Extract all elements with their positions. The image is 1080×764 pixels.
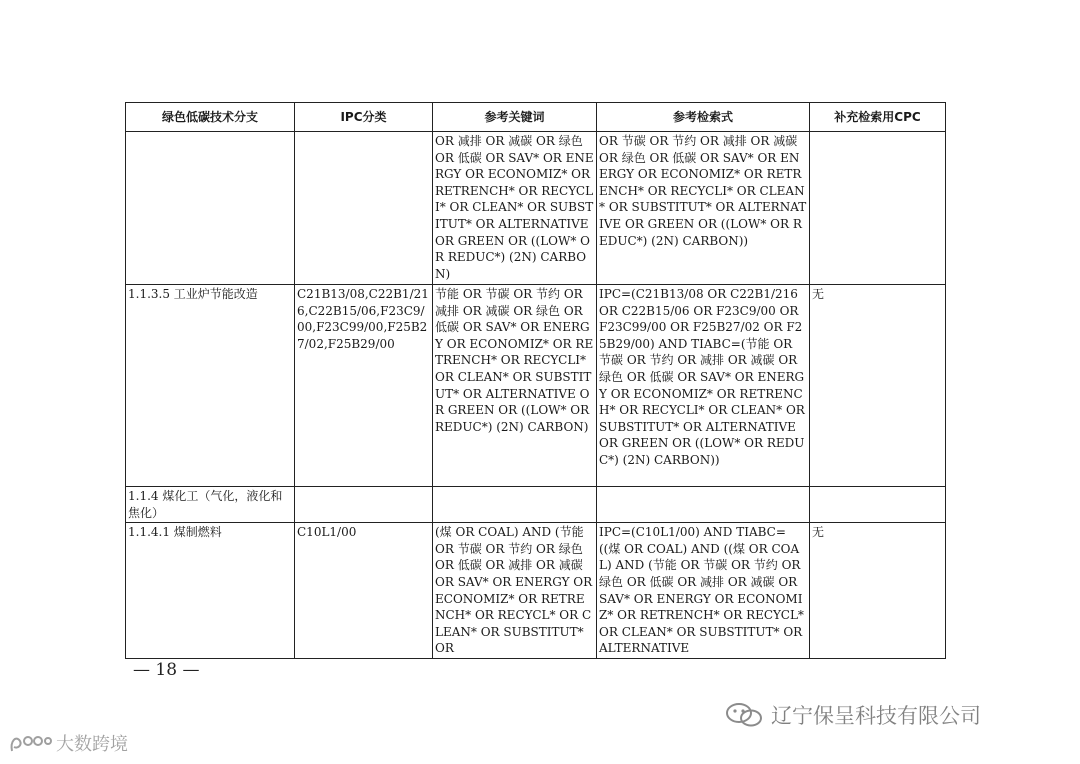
wechat-icon: [725, 701, 765, 729]
cell-ipc: [295, 132, 433, 285]
cell-cpc: [810, 487, 946, 523]
watermark-company-text: 辽宁保呈科技有限公司: [771, 704, 981, 728]
cell-query: OR 节碳 OR 节约 OR 减排 OR 减碳 OR 绿色 OR 低碳 OR SAV* OR ENERGY OR ECONOMIZ* OR RETRENCH* OR RECYCLI* OR CLEAN* OR SUBSTITUT* OR ALTERNATIVE OR GREEN OR ((LOW* OR REDUC*) (2N) CARBON)): [597, 132, 810, 285]
cell-query: IPC=(C10L1/00) AND TIABC=((煤 OR COAL) AND ((煤 OR COAL) AND (节能 OR 节碳 OR 节约 OR 绿色 OR 低碳 OR 减排 OR 减碳 OR SAV* OR ENERGY OR ECONOMIZ* OR RETRENCH* OR RECYCL* OR CLEAN* OR SUBSTITUT* OR ALTERNATIVE: [597, 523, 810, 659]
cell-branch: 1.1.4 煤化工（气化，液化和焦化）: [126, 487, 295, 523]
cell-cpc: 无: [810, 523, 946, 659]
cell-cpc: 无: [810, 285, 946, 487]
cell-cpc: [810, 132, 946, 285]
cell-query: [597, 487, 810, 523]
cell-keywords: [433, 487, 597, 523]
cell-keywords: OR 减排 OR 减碳 OR 绿色 OR 低碳 OR SAV* OR ENERGY OR ECONOMIZ* OR RETRENCH* OR RECYCLI* OR CLEAN* OR SUBSTITUT* OR ALTERNATIVE OR GREEN OR ((LOW* OR REDUC*) (2N) CARBON): [433, 132, 597, 285]
table-row: [126, 285, 946, 487]
table-row: [126, 132, 946, 285]
header-query: 参考检索式: [597, 103, 810, 132]
cell-branch: 1.1.3.5 工业炉节能改造: [126, 285, 295, 487]
cell-ipc: [295, 487, 433, 523]
brand-logo-icon: [8, 731, 52, 755]
cell-keywords: (煤 OR COAL) AND (节能 OR 节碳 OR 节约 OR 绿色 OR 低碳 OR 减排 OR 减碳 OR SAV* OR ENERGY OR ECONOMIZ* OR RETRENCH* OR RECYCL* OR CLEAN* OR SUBSTITUT* OR: [433, 523, 597, 659]
cell-branch: 1.1.4.1 煤制燃料: [126, 523, 295, 659]
cell-query: IPC=(C21B13/08 OR C22B1/216 OR C22B15/06 OR F23C9/00 OR F23C99/00 OR F25B27/02 OR F25B29/00) AND TIABC=(节能 OR 节碳 OR 节约 OR 减排 OR 减碳 OR 绿色 OR 低碳 OR SAV* OR ENERGY OR ECONOMIZ* OR RETRENCH* OR RECYCLI* OR CLEAN* OR SUBSTITUT* OR ALTERNATIVE OR GREEN OR ((LOW* OR REDUC*) (2N) CARBON)): [597, 285, 810, 487]
watermark-brand: [8, 730, 128, 756]
table-header-row: [126, 103, 946, 132]
table-row: [126, 487, 946, 523]
cell-branch: [126, 132, 295, 285]
patent-classification-table: [125, 102, 946, 659]
header-cpc: 补充检索用CPC: [810, 103, 946, 132]
page-number: — 18 —: [133, 660, 200, 680]
header-ipc: IPC分类: [295, 103, 433, 132]
watermark-brand-text: 大数跨境: [56, 734, 128, 755]
watermark-company: [725, 700, 981, 730]
header-branch: 绿色低碳技术分支: [126, 103, 295, 132]
cell-ipc: C21B13/08,C22B1/216,C22B15/06,F23C9/00,F23C99/00,F25B27/02,F25B29/00: [295, 285, 433, 487]
table-row: [126, 523, 946, 659]
cell-keywords: 节能 OR 节碳 OR 节约 OR 减排 OR 减碳 OR 绿色 OR 低碳 OR SAV* OR ENERGY OR ECONOMIZ* OR RETRENCH* OR RECYCLI* OR CLEAN* OR SUBSTITUT* OR ALTERNATIVE OR GREEN OR ((LOW* OR REDUC*) (2N) CARBON): [433, 285, 597, 487]
header-keywords: 参考关键词: [433, 103, 597, 132]
cell-ipc: C10L1/00: [295, 523, 433, 659]
